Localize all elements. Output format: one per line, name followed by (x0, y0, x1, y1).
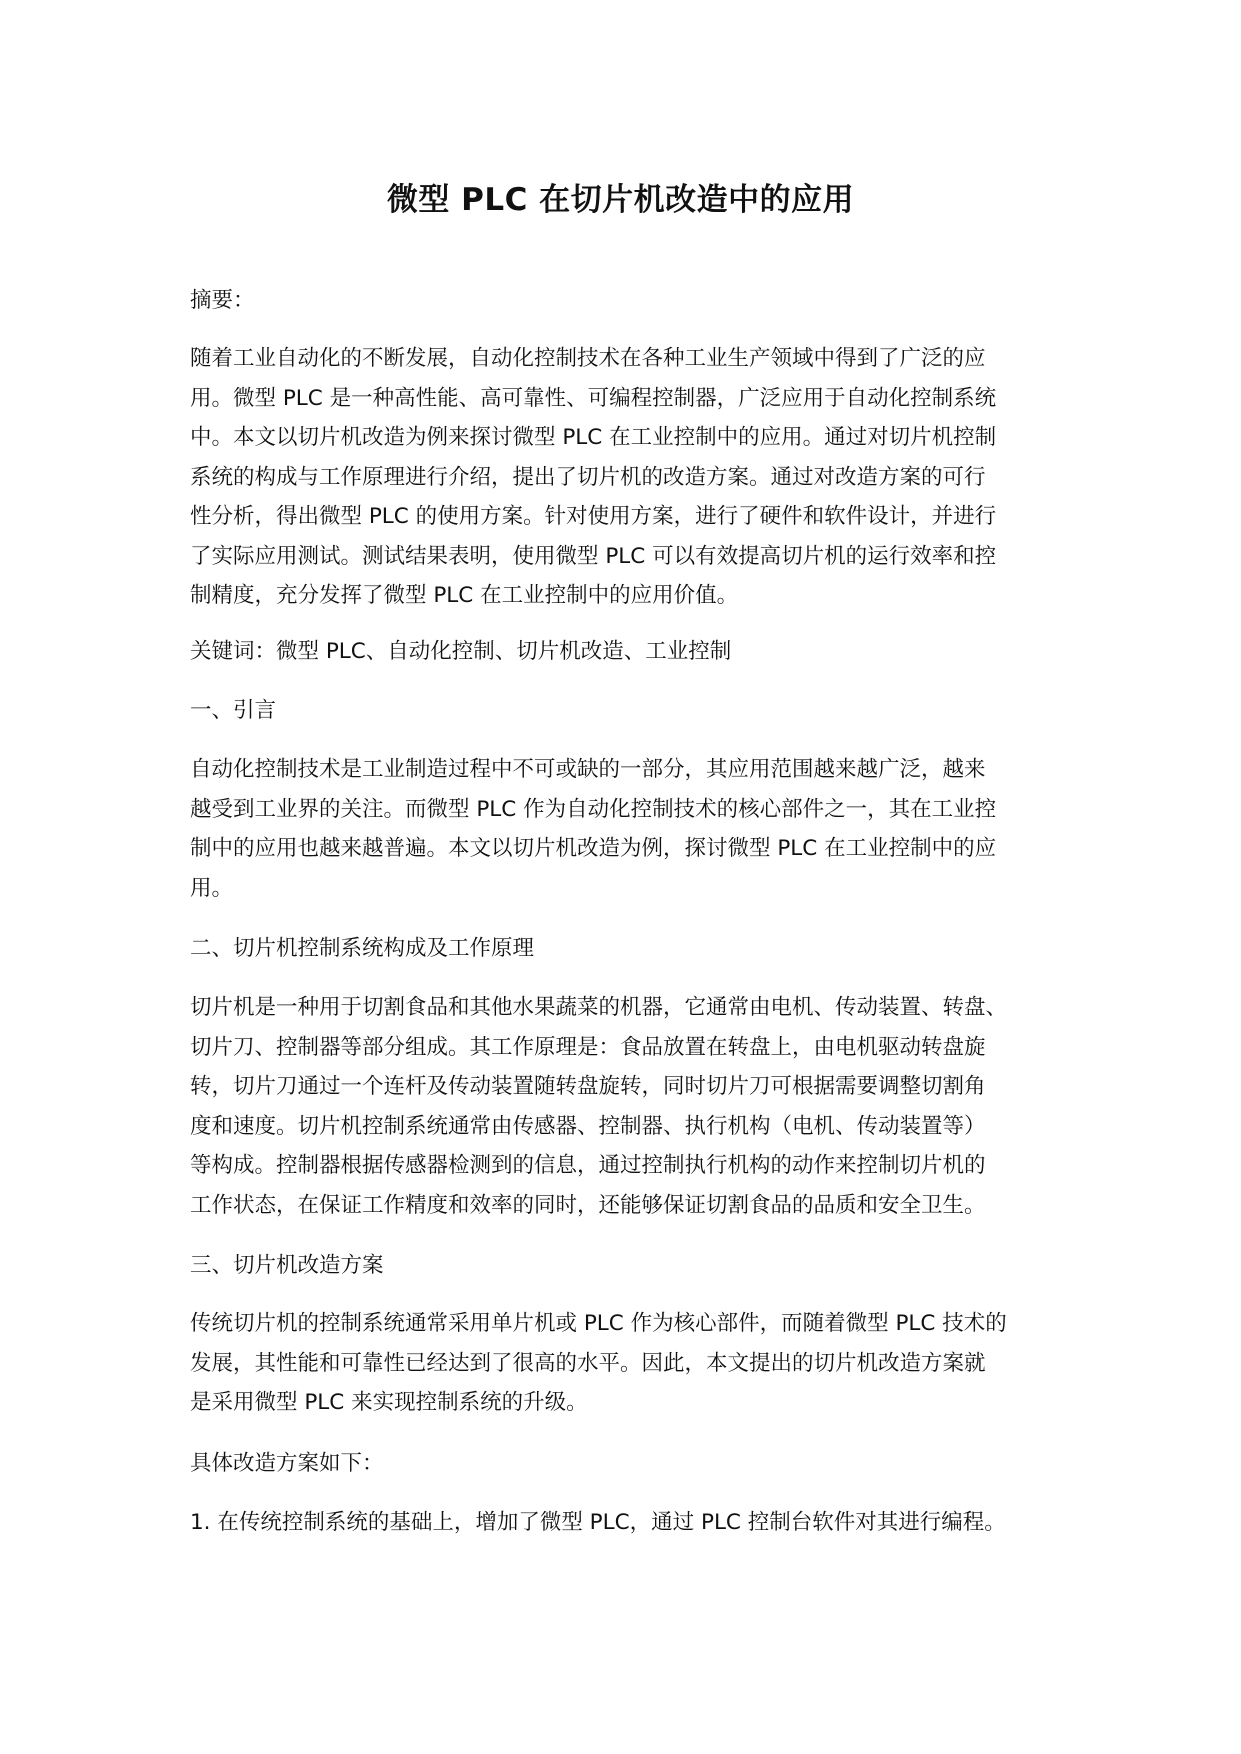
section2-line: 切片刀、控制器等部分组成。其工作原理是：食品放置在转盘上，由电机驱动转盘旋 (190, 1034, 986, 1060)
section2-line: 等构成。控制器根据传感器检测到的信息，通过控制执行机构的动作来控制切片机的 (190, 1153, 986, 1178)
abstract-paragraph (190, 339, 1070, 616)
abstract-line: 性分析，得出微型 PLC 的使用方案。针对使用方案，进行了硬件和软件设计，并进行 (190, 504, 997, 529)
abstract-line: 制精度，充分发挥了微型 PLC 在工业控制中的应用价值。 (190, 583, 739, 608)
section2-paragraph (190, 988, 1070, 1225)
abstract-line: 系统的构成与工作原理进行介绍，提出了切片机的改造方案。通过对改造方案的可行 (190, 464, 986, 490)
abstract-line: 用。微型 PLC 是一种高性能、高可靠性、可编程控制器，广泛应用于自动化控制系统 (190, 385, 997, 411)
abstract-line: 了实际应用测试。测试结果表明，使用微型 PLC 可以有效提高切片机的运行效率和控 (190, 543, 997, 569)
section3-paragraph (190, 1304, 1070, 1423)
keywords: 关键词：微型 PLC、自动化控制、切片机改造、工业控制 (190, 639, 732, 664)
section1-paragraph (190, 750, 1070, 908)
section3-line: 传统切片机的控制系统通常采用单片机或 PLC 作为核心部件，而随着微型 PLC 技术的 (190, 1311, 1007, 1336)
abstract-line: 随着工业自动化的不断发展，自动化控制技术在各种工业生产领域中得到了广泛的应 (190, 346, 986, 371)
plan-item-1: 1. 在传统控制系统的基础上，增加了微型 PLC，通过 PLC 控制台软件对其进行编程。 (190, 1510, 1006, 1535)
section2-line: 工作状态，在保证工作精度和效率的同时，还能够保证切割食品的品质和安全卫生。 (190, 1192, 986, 1218)
document-title: 微型 PLC 在切片机改造中的应用 (386, 182, 855, 218)
plan-intro: 具体改造方案如下： (190, 1451, 384, 1476)
abstract-label: 摘要： (190, 288, 255, 313)
section1-line: 自动化控制技术是工业制造过程中不可或缺的一部分，其应用范围越来越广泛，越来 (190, 757, 986, 782)
section2-line: 切片机是一种用于切割食品和其他水果蔬菜的机器，它通常由电机、传动装置、转盘、 (190, 995, 1008, 1020)
section3-line: 发展，其性能和可靠性已经达到了很高的水平。因此，本文提出的切片机改造方案就 (190, 1350, 986, 1376)
section1-line: 越受到工业界的关注。而微型 PLC 作为自动化控制技术的核心部件之一，其在工业控 (190, 796, 997, 822)
section1-heading: 一、引言 (190, 698, 277, 723)
section2-line: 转，切片刀通过一个连杆及传动装置随转盘旋转，同时切片刀可根据需要调整切割角 (190, 1074, 986, 1099)
section2-heading: 二、切片机控制系统构成及工作原理 (190, 936, 535, 961)
section3-heading: 三、切片机改造方案 (190, 1253, 384, 1278)
section1-line: 制中的应用也越来越普遍。本文以切片机改造为例，探讨微型 PLC 在工业控制中的应 (190, 836, 997, 861)
section2-line: 度和速度。切片机控制系统通常由传感器、控制器、执行机构（电机、传动装置等） (190, 1113, 986, 1139)
section1-line: 用。 (190, 875, 234, 901)
abstract-line: 中。本文以切片机改造为例来探讨微型 PLC 在工业控制中的应用。通过对切片机控制 (190, 425, 997, 450)
section3-line: 是采用微型 PLC 来实现控制系统的升级。 (190, 1390, 588, 1415)
